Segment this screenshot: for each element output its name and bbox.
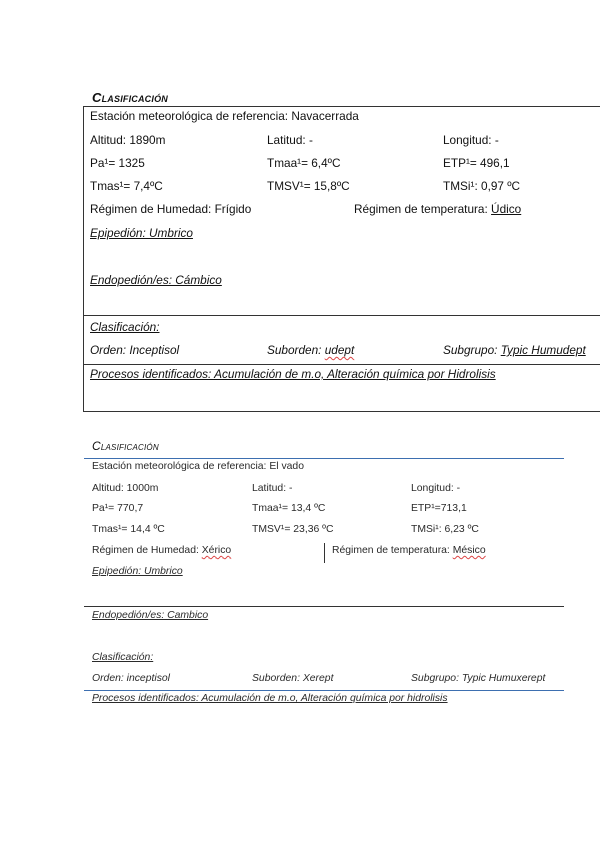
block2-orden: Orden: inceptisol (92, 673, 170, 684)
block1-clasificacion: Clasificación: (90, 320, 160, 334)
block2-clasificacion: Clasificación: (92, 652, 154, 663)
block2-endopedion: Endopedión/es: Cambico (92, 610, 209, 621)
block2-procesos: Procesos identificados: Acumulación de m.o, Alteración química por hidrolisis (92, 693, 448, 704)
block1-left-border (83, 106, 84, 412)
block1-endopedion: Endopedión/es: Cámbico (90, 273, 222, 287)
block1-longitud: Longitud: - (443, 133, 499, 147)
block1-regimen-temp-value: Údico (491, 202, 522, 216)
block2-regimen-humedad (92, 545, 231, 556)
block2-regimen-temp-label: Régimen de temperatura: (332, 545, 453, 556)
block2-tmsi: TMSi¹: 6,23 ºC (411, 524, 479, 535)
block2-regimen-temperatura (332, 545, 486, 556)
block2-lower-rule (84, 690, 564, 691)
block1-tmas: Tmas¹= 7,4ºC (90, 179, 163, 193)
block1-subgrupo-value: Typic (500, 343, 529, 357)
block1-subgrupo-label: Subgrupo: (443, 343, 501, 357)
block1-mid-rule (84, 315, 600, 316)
block2-suborden: Suborden: Xerept (252, 673, 334, 684)
block1-lower-rule (84, 364, 600, 365)
block1-orden: Orden: Inceptisol (90, 343, 180, 357)
block2-heading: Clasificación (92, 439, 159, 453)
block2-latitud: Latitud: - (252, 483, 293, 494)
block2-regimen-humedad-label: Régimen de Humedad: (92, 545, 202, 556)
block2-subgrupo: Subgrupo: Typic Humuxerept (411, 673, 546, 684)
block1-suborden-value: udept (324, 343, 355, 357)
block2-station: Estación meteorológica de referencia: El vado (92, 461, 304, 472)
block2-etp: ETP¹=713,1 (411, 503, 467, 514)
block1-tmsi: TMSi¹: 0,97 ºC (443, 179, 521, 193)
block2-tmaa: Tmaa¹= 13,4 ºC (252, 503, 326, 514)
block2-longitud: Longitud: - (411, 483, 461, 494)
block1-top-rule (84, 106, 600, 107)
block1-epipedion: Epipedión: Umbrico (90, 226, 193, 240)
block1-tmaa: Tmaa¹= 6,4ºC (267, 156, 341, 170)
block1-pa: Pa¹= 1325 (90, 156, 145, 170)
block2-altitud: Altitud: 1000m (92, 483, 159, 494)
block2-regimen-humedad-value: Xérico (201, 545, 232, 556)
block1-procesos: Procesos identificados: Acumulación de m.o, Alteración química por Hidrolisis (90, 367, 496, 381)
block1-regimen-humedad: Régimen de Humedad: Frígido (90, 202, 252, 216)
block2-mid-rule (84, 606, 564, 607)
block1-suborden (267, 343, 354, 357)
block2-tmas: Tmas¹= 14,4 ºC (92, 524, 165, 535)
block1-regimen-temperatura (354, 202, 521, 216)
block2-epipedion: Epipedión: Umbrico (92, 566, 183, 577)
block1-latitud: Latitud: - (267, 133, 313, 147)
block2-column-divider (324, 543, 325, 563)
block1-subgrupo (443, 343, 586, 357)
block2-pa: Pa¹= 770,7 (92, 503, 144, 514)
block2-top-rule (84, 458, 564, 459)
block1-tmsv: TMSV¹= 15,8ºC (267, 179, 350, 193)
block1-regimen-temp-label: Régimen de temperatura: (354, 202, 492, 216)
block1-station: Estación meteorológica de referencia: Navacerrada (90, 109, 359, 123)
block1-altitud: Altitud: 1890m (90, 133, 166, 147)
block1-heading: Clasificación (92, 90, 168, 105)
block1-subgrupo-rest: Humudept (528, 343, 586, 357)
block1-etp: ETP¹= 496,1 (443, 156, 510, 170)
block2-regimen-temp-value: Mésico (452, 545, 486, 556)
block1-bottom-rule (83, 411, 600, 412)
block2-tmsv: TMSV¹= 23,36 ºC (252, 524, 334, 535)
block1-suborden-label: Suborden: (267, 343, 325, 357)
